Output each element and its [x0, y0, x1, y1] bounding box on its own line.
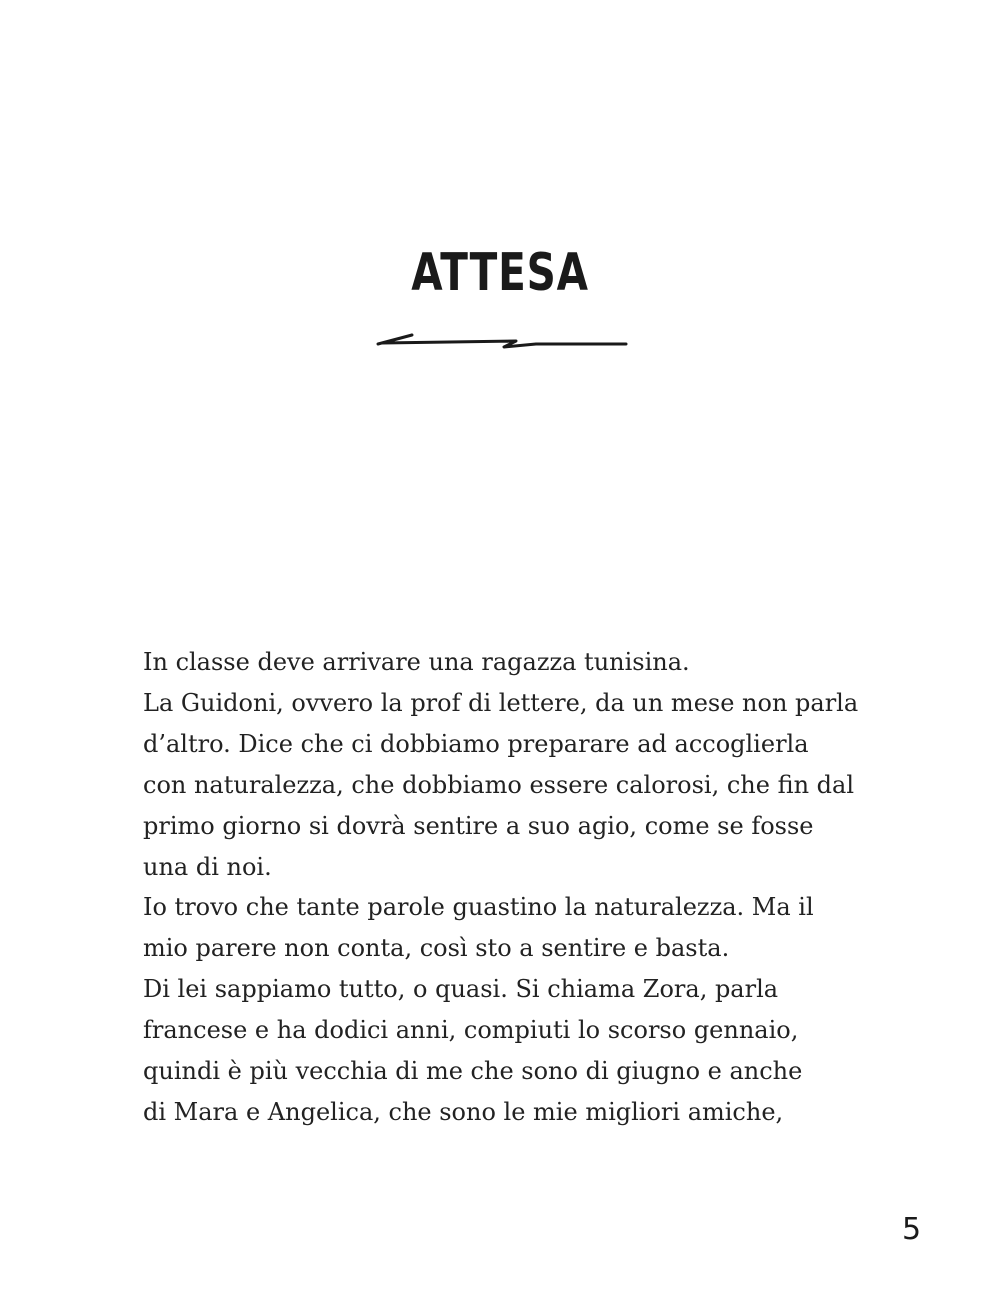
- text-line: primo giorno si dovrà sentire a suo agio, come se fosse: [143, 811, 814, 840]
- title-underline-decoration: [376, 330, 628, 352]
- text-line: In classe deve arrivare una ragazza tunisina.: [143, 648, 690, 676]
- text-line: Io trovo che tante parole guastino la naturalezza. Ma il: [143, 893, 814, 922]
- text-line: con naturalezza, che dobbiamo essere calorosi, che fin dal: [143, 770, 855, 799]
- text-line: d’altro. Dice che ci dobbiamo preparare ad accoglierla: [143, 729, 809, 758]
- text-line: quindi è più vecchia di me che sono di giugno e anche: [143, 1057, 803, 1086]
- body-text: [143, 642, 883, 1133]
- text-line: Di lei sappiamo tutto, o quasi. Si chiama Zora, parla: [143, 975, 779, 1004]
- text-line: La Guidoni, ovvero la prof di lettere, da un mese non parla: [143, 688, 859, 717]
- chapter-title: ATTESA: [411, 243, 589, 303]
- text-line: di Mara e Angelica, che sono le mie migliori amiche,: [143, 1097, 784, 1126]
- page-number: 5: [902, 1212, 922, 1247]
- text-line: mio parere non conta, così sto a sentire e basta.: [143, 934, 730, 963]
- text-line: una di noi.: [143, 852, 272, 881]
- text-line: francese e ha dodici anni, compiuti lo scorso gennaio,: [143, 1016, 799, 1045]
